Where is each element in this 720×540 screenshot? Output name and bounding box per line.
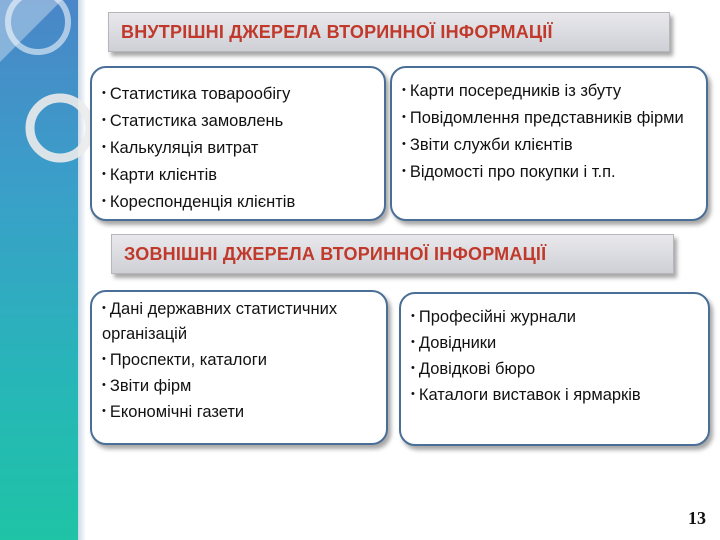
internal-right-box — [390, 66, 708, 221]
list-item: • Дані державних статистичних організацій — [102, 300, 338, 343]
list-item: • Каталоги виставок і ярмарків — [411, 386, 641, 404]
list-item: • Карти клієнтів — [102, 166, 218, 184]
bullet-icon: • — [102, 379, 106, 391]
bullet-icon: • — [411, 362, 415, 374]
bullet-icon: • — [102, 405, 106, 417]
bullet-icon: • — [411, 310, 415, 322]
list-item: • Відомості про покупки і т.п. — [402, 163, 616, 181]
list-item: • Довідкові бюро — [411, 360, 536, 378]
ring-middle — [30, 98, 90, 158]
bullet-icon: • — [411, 336, 415, 348]
list-item: • Довідники — [411, 334, 497, 352]
list-item: • Звіти фірм — [102, 377, 192, 395]
internal-left-box — [90, 66, 386, 221]
internal-sources-heading — [108, 12, 670, 52]
bullet-icon: • — [102, 195, 106, 207]
bullet-icon: • — [102, 302, 106, 314]
bullet-icon: • — [402, 84, 406, 96]
decorative-rings — [0, 0, 90, 200]
list-item: • Повідомлення представників фірми — [402, 109, 684, 127]
external-sources-heading — [111, 234, 674, 274]
internal-heading-text: ВНУТРІШНІ ДЖЕРЕЛА ВТОРИННОЇ ІНФОРМАЦІЇ — [121, 21, 553, 42]
bullet-icon: • — [102, 353, 106, 365]
bullet-icon: • — [102, 114, 106, 126]
bullet-icon: • — [102, 141, 106, 153]
bullet-icon: • — [402, 165, 406, 177]
list-item: • Професійні журнали — [411, 308, 576, 326]
external-right-box — [399, 292, 710, 446]
bullet-icon: • — [102, 87, 106, 99]
external-left-box — [90, 290, 388, 445]
bullet-icon: • — [102, 168, 106, 180]
external-heading-text: ЗОВНІШНІ ДЖЕРЕЛА ВТОРИННОЇ ІНФОРМАЦІЇ — [124, 243, 547, 264]
list-item: • Статистика замовлень — [102, 112, 284, 130]
list-item: • Карти посередників із збуту — [402, 82, 622, 100]
list-item: • Калькуляція витрат — [102, 139, 259, 157]
bullet-icon: • — [402, 111, 406, 123]
page-number: 13 — [688, 508, 706, 528]
bullet-icon: • — [402, 138, 406, 150]
list-item: • Статистика товарообігу — [102, 85, 291, 103]
list-item: • Кореспонденція клієнтів — [102, 193, 296, 211]
list-item: • Економічні газети — [102, 403, 245, 421]
list-item: • Звіти служби клієнтів — [402, 136, 573, 154]
list-item: • Проспекти, каталоги — [102, 351, 267, 369]
bullet-icon: • — [411, 388, 415, 400]
